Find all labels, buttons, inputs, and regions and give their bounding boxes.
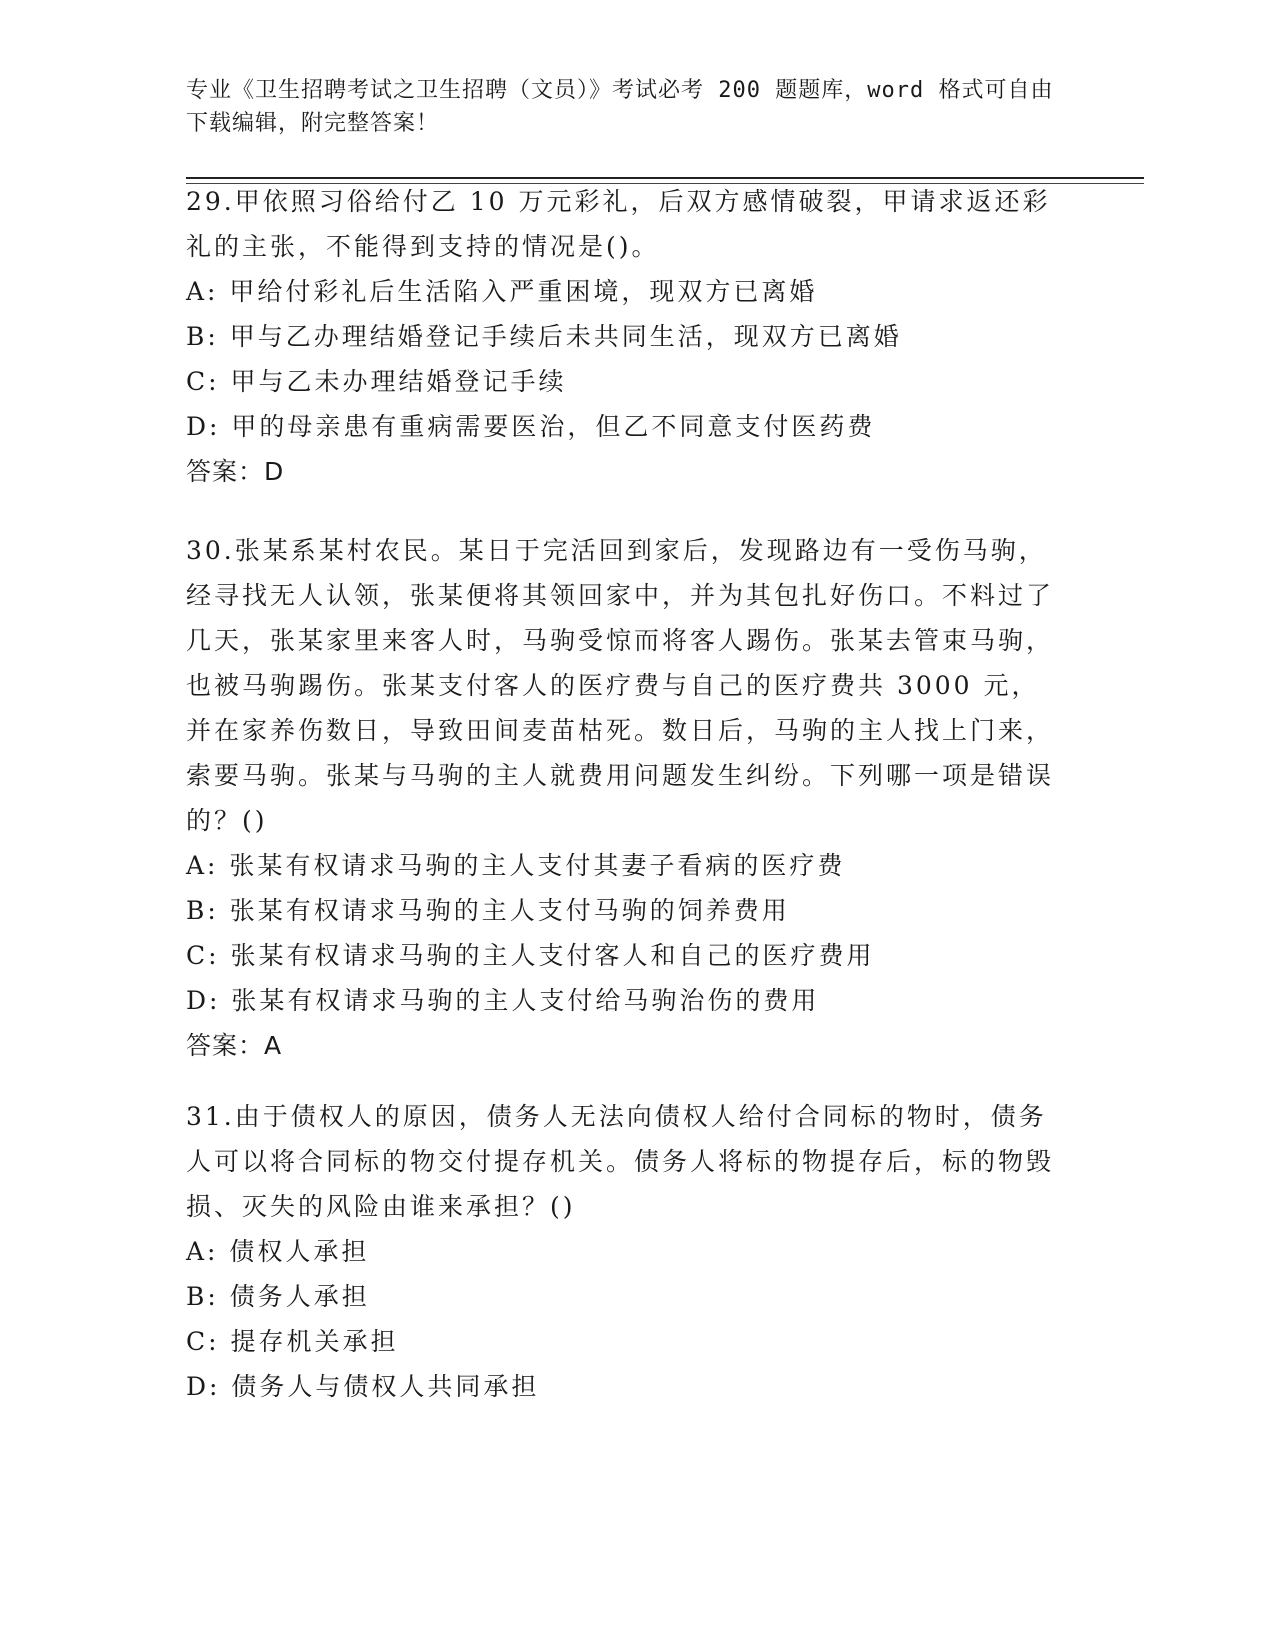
option-d: D: 甲的母亲患有重病需要医治，但乙不同意支付医药费 <box>186 412 876 441</box>
header-text: 专业《卫生招聘考试之卫生招聘（文员）》考试必考 200 题题库，word 格式可自由下载编辑，附完整答案！ <box>186 78 1054 136</box>
question-30 <box>186 528 1066 1068</box>
answer-text: 答案：D <box>186 457 285 486</box>
option-c: C: 张某有权请求马驹的主人支付客人和自己的医疗费用 <box>186 941 875 970</box>
document-header <box>186 74 1066 140</box>
question-29 <box>186 179 1066 494</box>
option-b: B: 债务人承担 <box>186 1282 370 1311</box>
option-d: D: 张某有权请求马驹的主人支付给马驹治伤的费用 <box>186 986 820 1015</box>
option-c: C: 甲与乙未办理结婚登记手续 <box>186 367 567 396</box>
option-d: D: 债务人与债权人共同承担 <box>186 1372 540 1401</box>
option-b: B: 甲与乙办理结婚登记手续后未共同生活，现双方已离婚 <box>186 322 902 351</box>
option-a: A: 甲给付彩礼后生活陷入严重困境，现双方已离婚 <box>186 277 818 306</box>
answer-text: 答案：A <box>186 1031 283 1060</box>
question-stem: 30.张某系某村农民。某日于完活回到家后，发现路边有一受伤马驹，经寻找无人认领，张某便将其领回家中，并为其包扎好伤口。不料过了几天，张某家里来客人时，马驹受惊而将客人踢伤。张某去管束马驹，也被马驹踢伤。张某支付客人的医疗费与自己的医疗费共 3000 元，并在家养伤数日，导致田间麦苗枯死。数日后，马驹的主人找上门来，索要马驹。张某与马驹的主人就费用问题发生纠纷。下列哪一项是错误的？() <box>186 536 1055 835</box>
question-31 <box>186 1094 1066 1409</box>
option-b: B: 张某有权请求马驹的主人支付马驹的饲养费用 <box>186 896 790 925</box>
question-stem: 31.由于债权人的原因，债务人无法向债权人给付合同标的物时，债务人可以将合同标的物交付提存机关。债务人将标的物提存后，标的物毁损、灭失的风险由谁来承担？() <box>186 1102 1055 1221</box>
option-a: A: 张某有权请求马驹的主人支付其妻子看病的医疗费 <box>186 851 846 880</box>
option-c: C: 提存机关承担 <box>186 1327 399 1356</box>
question-stem: 29.甲依照习俗给付乙 10 万元彩礼，后双方感情破裂，甲请求返还彩礼的主张，不能得到支持的情况是()。 <box>186 187 1051 261</box>
option-a: A: 债权人承担 <box>186 1237 370 1266</box>
